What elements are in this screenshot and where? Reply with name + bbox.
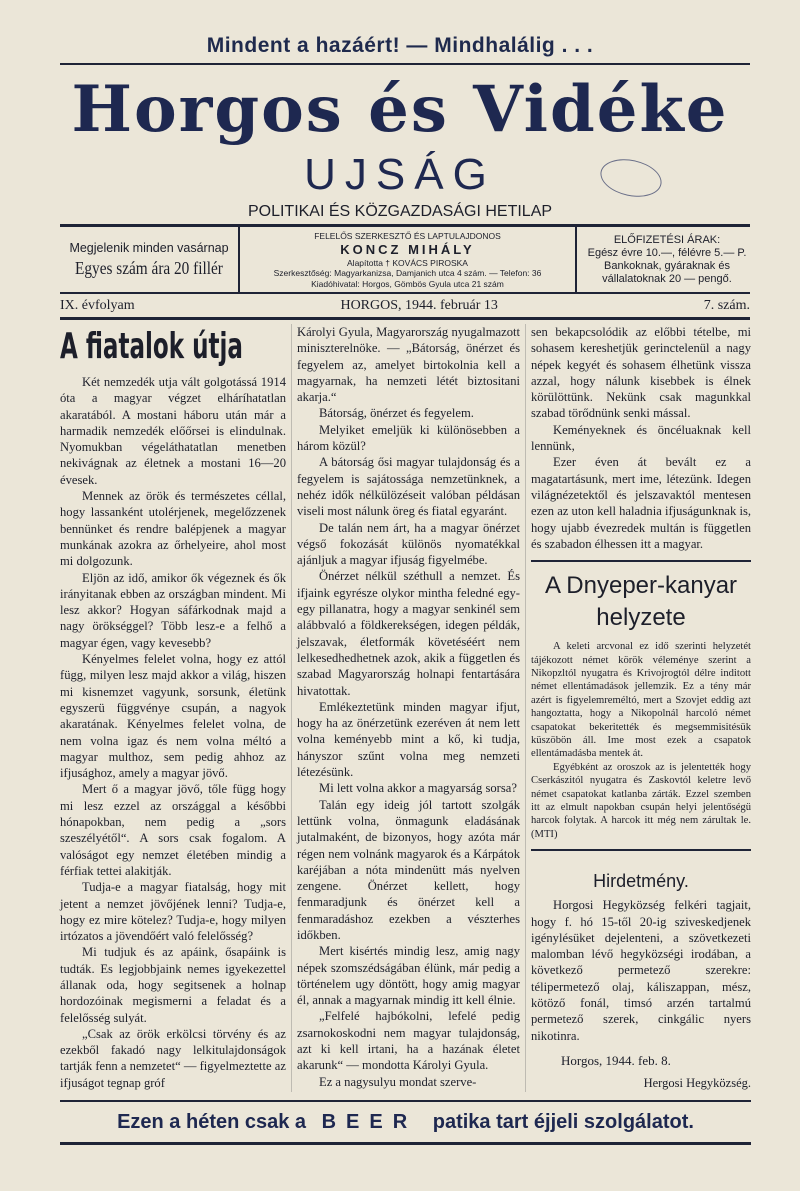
- slogan: Mindent a hazáért! — Mindhalálig . . .: [206, 34, 594, 57]
- notice-body: [531, 897, 751, 1044]
- paragraph: De talán nem árt, ha a magyar önérzet végső fokozását különös nyomatékkal ajánljuk a magyar ifjuság figyelmébe.: [297, 520, 520, 568]
- paragraph: Horgosi Hegyközség felkéri tagjait, hogy f. hó 15-től 20-ig sziveskedjenek igénylésüket dejelenteni, a szövetkezeti malomban lévő hegyközségi irodában, a következő permetező szerekre: télipermetező olaj, káliszappan, mész, kötöző fonál, timsó arzén tartalmú permetező szerek, cinkgálic nyers nikotinra.: [531, 898, 751, 1043]
- price-individual: Egész évre 10.—, félévre 5.— P.: [587, 247, 747, 259]
- pharmacy-name: BEER: [321, 1110, 418, 1133]
- divider: [531, 849, 751, 851]
- article-column-2: [292, 324, 526, 1092]
- paragraph: Egyébként az oroszok az is jelentették hogy Cserkászitól nyugatra és Zaskovtól keletre levő német csapatokat katlanba zárták. Ezzel szemben itt az elmult napokban csupán helyi jelentőségü harcok folytak. A harcok itt még nem zárultak le. (MTI): [531, 761, 751, 840]
- divider: [60, 63, 750, 65]
- paragraph: sen bekapcsolódik az előbbi tételbe, mi sohasem kereshetjük gerinctelenül a nagy népek kegyét és sohasem élhetünk vissza azzal, hogy nálunk kisebbek is élnek körülöttünk. Nekünk csak magunkkal szabad törődnünk senki mással.: [531, 325, 751, 421]
- publisher-address: Kiadóhivatal: Horgos, Gömbös Gyula utca 21 szám: [311, 278, 504, 289]
- notice-title: Hirdetmény.: [593, 871, 689, 892]
- notice-signature: Hergosi Hegyközség.: [643, 1075, 751, 1090]
- newspaper-subtitle-word: UJSÁG: [304, 150, 496, 199]
- news-body: [531, 640, 751, 841]
- paragraph: „Csak az örök erkölcsi törvény és az ezekből fakadó nagy lelkitulajdonságok tartják fenn a nemzetet“ — figyelmeztette az ifjuságot tegnap gróf: [60, 1026, 286, 1090]
- article-column-3: [526, 324, 751, 1092]
- paragraph: Két nemzedék utja vált golgotássá 1914 óta a magyar végzet elháríhatatlan akaratából. A mostani háboru után már a harmadik nemzedék előőrsei is elindulnak. Nyomukban végeláthatatlan menetben nekivágnak az életnek a mostani 16—20 évesek.: [60, 375, 286, 487]
- news-title: A Dnyeper-kanyar helyzete: [544, 572, 738, 632]
- paragraph: Kényelmes felelet volna, hogy ez attól függ, milyen lesz majd akkor a világ, hiszen mi kisnemzet vagyunk, sorsunk, életünk egyszerü függvénye csupán, a nagyok akaratának. Kényelmes felelet volna, de nem volna igaz és nem volna méltó a magyar multhoz, sem pedig ahhoz az ifjusághoz, amely a magyar jövő.: [60, 652, 286, 781]
- divider: [531, 560, 751, 562]
- paragraph: Önérzet nélkül széthull a nemzet. És ifjaink egyrésze olykor mintha feledné egy-egy pillanatra, hogy a magyar senkinél sem alábbvaló a földkerekségen, idegen példák, jelszavak, életformák követéséért nem lelkesedhedhetnek azok, akik a független és szabad Magyarország holnapi fentartására hivatottak.: [297, 569, 520, 698]
- notice-date: Horgos, 1944. feb. 8.: [561, 1052, 671, 1068]
- divider: [60, 1142, 751, 1145]
- article-title: A fiatalok útja: [60, 326, 243, 367]
- paragraph: Mi tudjuk és az apáink, ősapáink is tudták. Es legjobbjaink nemes igyekezettel állanak oda, hogy segitsenek a holnap hordozóinak megismerni a feladat és a felelősség sulyát.: [60, 945, 286, 1025]
- editor-role: FELELŐS SZERKESZTŐ ÉS LAPTULAJDONOS: [314, 231, 501, 241]
- paragraph: A keleti arcvonal ez idő szerinti helyzetét tájékozott német körök véleménye szerint a Nikopzltól nyugatra és Krivojrogtól délre inditott német ellentámadások jellemzik. Ez a tény már azért is figyelemreméltó, mert a Szovjet eddig azt hangoztatta, hogy a Nikopolnál harcoló német csapatokat bekeritették és megsemmisitésük küszöbön áll. Ime most ezek a csapatok ellentámadásba mentek át.: [531, 641, 751, 760]
- paragraph: Károlyi Gyula, Magyarország nyugalmazott miniszterelnöke. — „Bátorság, önérzet és fegyelem az, amelyet birtokolnia kell a magyarnak, ha nemzeti létét biztositani akarja.“: [297, 325, 520, 405]
- volume: IX. évfolyam: [60, 298, 135, 313]
- paragraph: Mert ő a magyar jövő, tőle függ hogy mi lesz ezzel az országgal a későbbi hónapokban, nem pedig a „sors szeszélyétől“. A sors csak fogalom. A valóságot egy nemzet életében mindig a férfiak tettei alakitják.: [60, 782, 286, 878]
- paragraph: Ezer éven át bevált ez a magatartásunk, mert ime, létezünk. Idegen világnézetektől és jelszavaktól mentesen ezen az uton kell haladnia ifjuságunknak is, hogy ujabb évezredek multán is független és szabadon élhessen itt a magyar.: [531, 455, 751, 551]
- price-companies: Bankoknak, gyáraknak és vállalatoknak 20 — pengő.: [602, 260, 732, 285]
- paragraph: Mennek az örök és természetes céllal, hogy lassanként utolérjenek, megelőzzenek bennünket és rendre balépjenek a magyar munkának azokra az őrhelyeire, ahol most mi dolgozunk.: [60, 489, 286, 569]
- prices-heading: ELŐFIZETÉSI ÁRAK:: [613, 234, 721, 246]
- paragraph: Eljön az idő, amikor ők végeznek és ők irányitanak ebben az országban mindent. Mi lesz akkor? Hogyan sáfárkodnak majd a nagy örökséggel? Több lesz-e a felhő a magyar égen, vagy kevesebb?: [60, 570, 286, 650]
- footer-text: Ezen a héten csak a: [117, 1110, 307, 1133]
- dateline: HORGOS, 1944. február 13: [340, 298, 498, 313]
- publication-schedule: Megjelenik minden vasárnap: [69, 241, 229, 255]
- paragraph: Melyiket emeljük ki különösebben a három közül?: [297, 422, 520, 454]
- paragraph: Mi lett volna akkor a magyarság sorsa?: [319, 781, 517, 796]
- footer: [60, 1100, 751, 1145]
- main-content: [60, 324, 751, 1145]
- paragraph: „Felfelé hajbókolni, lefelé pedig zsarnokoskodni nem magyar tulajdonság, azt ki kell irtani, ha a hazának életet akarunk“ — mondotta Károlyi Gyula.: [297, 1009, 520, 1073]
- editor-name: KONCZ MIHÁLY: [340, 241, 475, 257]
- paragraph: Keményeknek és öncéluaknak kell lennünk,: [531, 422, 751, 454]
- footer-text: patika tart éjjeli szolgálatot.: [432, 1110, 694, 1133]
- editorial-address: Szerkesztőség: Magyarkanizsa, Damjanich utca 4 szám. — Telefon: 36: [273, 268, 542, 278]
- paragraph: Mert kisértés mindig lesz, amig nagy népek szomszédságában élünk, már pedig a történelem ugy döntött, hogy amig magyar él, annak a magyarnak mindig itt kell élnie.: [297, 944, 520, 1008]
- subscription-prices: [577, 229, 757, 291]
- divider: [60, 317, 750, 320]
- paragraph: Bátorság, önérzet és fegyelem.: [319, 406, 474, 421]
- paragraph: Emlékeztetünk minden magyar ifjut, hogy ha az önérzetünk ezeréven át nem lett volna keményebb mint a kő, ki tudja, hányszor szűnt volna meg nemzeti létezésünk.: [297, 699, 520, 780]
- newspaper-subtitle: POLITIKAI ÉS KÖZGAZDASÁGI HETILAP: [247, 203, 553, 220]
- editor-info: [240, 229, 575, 291]
- divider: [60, 292, 750, 294]
- paragraph: A bátorság ősi magyar tulajdonság és a fegyelem is sajátossága nemzetünknek, a nehéz idők nélkülözéseit valóban példásan viseli most nálunk öreg és fiatal egyaránt.: [297, 455, 520, 519]
- article-column-1: [60, 324, 292, 1092]
- paragraph: Talán egy ideig jól tartott szolgák lettünk volna, önmagunk eladásának jutalmaként, de bizonyos, hogy azóta már régen nem volnánk magyarok és a Kárpátok karéjában a nóta mindenütt más nyelven zengene. Önérzet kellett, hogy fenmaradjunk és önérzet kell a fenmaradáshoz ezekben a vészterhes időkben.: [297, 797, 520, 942]
- issue-number: 7. szám.: [703, 298, 750, 313]
- issue-meta: [60, 298, 750, 314]
- newspaper-title: Horgos és Vidéke: [71, 72, 729, 147]
- paragraph: Ez a nagysulyu mondat szerve-: [319, 1074, 477, 1089]
- divider: [60, 224, 750, 227]
- issue-price: Egyes szám ára 20 fillér: [75, 258, 223, 278]
- founder: Alapította † KOVÁCS PIROSKA: [347, 257, 468, 268]
- publication-info: [60, 229, 238, 291]
- pharmacy-notice: [60, 1102, 751, 1142]
- paragraph: Tudja-e a magyar fiatalság, hogy mit jetent a nemzet jövőjének lenni? Tudja-e, hogy ez mire kötelez? Tudja-e, hogy milyen irtózatos a jövendőért való felelősség?: [60, 880, 286, 944]
